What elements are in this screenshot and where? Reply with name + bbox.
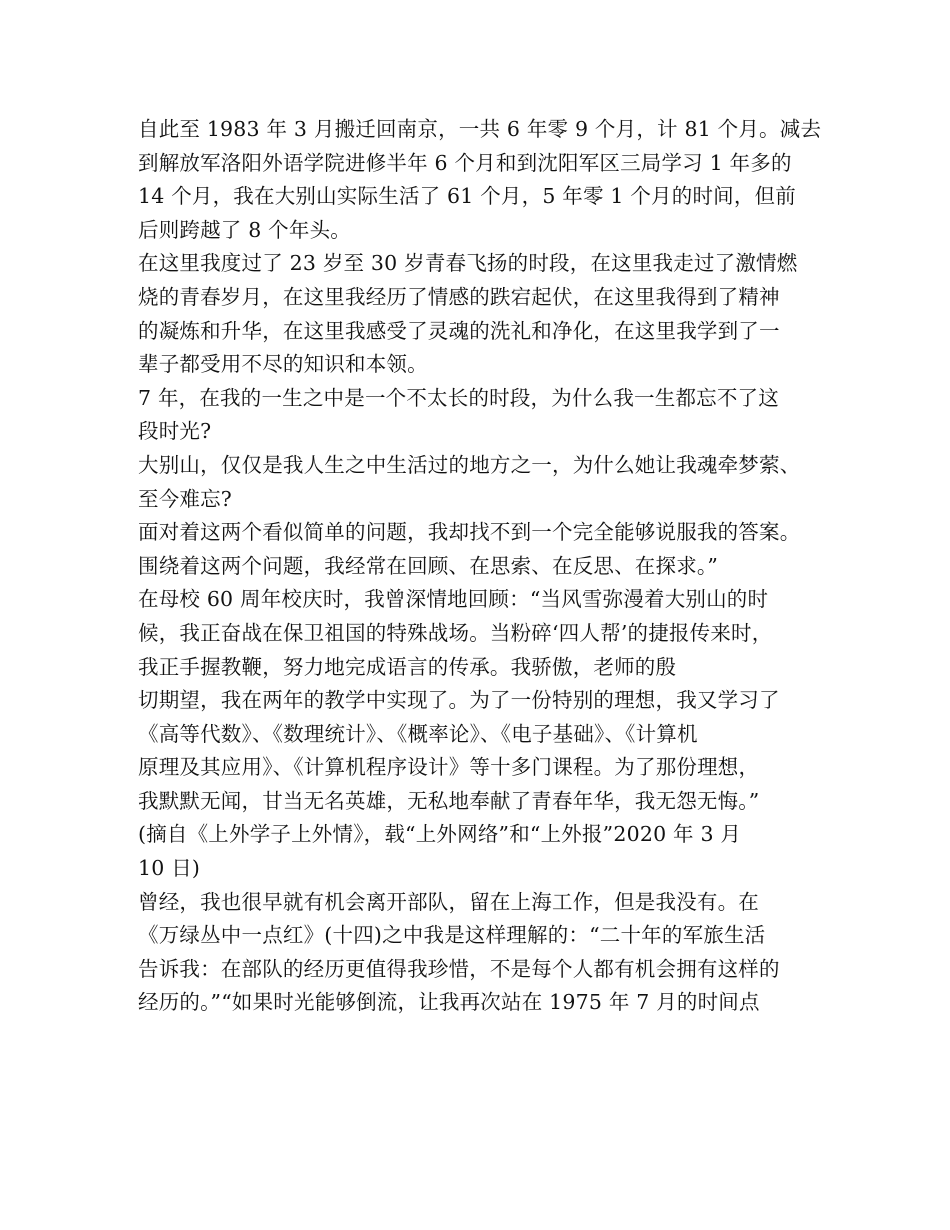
body-text (138, 113, 822, 1020)
text-line: 我默默无闻，甘当无名英雄，无私地奉献了青春年华，我无怨无悔。” (138, 788, 760, 813)
text-line: 《高等代数》、《数理统计》、《概率论》、《电子基础》、《计算机 (138, 721, 698, 746)
text-line: 14 个月，我在大别山实际生活了 61 个月，5 年零 1 个月的时间，但前 (138, 184, 796, 209)
text-line: 候，我正奋战在保卫祖国的特殊战场。当粉碎‘四人帮’的捷报传来时， (138, 620, 773, 645)
text-line: 的凝炼和升华，在这里我感受了灵魂的洗礼和净化，在这里我学到了一 (138, 318, 780, 343)
text-line: 面对着这两个看似简单的问题，我却找不到一个完全能够说服我的答案。 (138, 520, 801, 545)
text-line: 到解放军洛阳外语学院进修半年 6 个月和到沈阳军区三局学习 1 年多的 (138, 150, 792, 175)
text-line: 原理及其应用》、《计算机程序设计》等十多门课程。为了那份理想， (138, 755, 760, 780)
text-line: (摘自《上外学子上外情》，载“上外网络”和“上外报”2020 年 3 月 (138, 822, 742, 847)
text-line: 辈子都受用不尽的知识和本领。 (138, 352, 428, 377)
text-line: 告诉我：在部队的经历更值得我珍惜，不是每个人都有机会拥有这样的 (138, 956, 780, 981)
text-line: 7 年，在我的一生之中是一个不太长的时段，为什么我一生都忘不了这 (138, 385, 779, 410)
text-line: 段时光? (138, 419, 212, 444)
text-line: 《万绿丛中一点红》(十四)之中我是这样理解的：“二十年的军旅生活 (138, 923, 766, 948)
text-line: 自此至 1983 年 3 月搬迁回南京，一共 6 年零 9 个月，计 81 个月。减去 (138, 117, 822, 141)
text-line: 经历的。”“如果时光能够倒流，让我再次站在 1975 年 7 月的时间点 (138, 990, 760, 1015)
text-line: 切期望，我在两年的教学中实现了。为了一份特别的理想，我又学习了 (138, 688, 780, 713)
text-line: 大别山，仅仅是我人生之中生活过的地方之一，为什么她让我魂牵梦萦、 (138, 452, 801, 477)
text-line: 后则跨越了 8 个年头。 (138, 217, 351, 242)
text-line: 曾经，我也很早就有机会离开部队，留在上海工作，但是我没有。在 (138, 889, 759, 914)
text-line: 10 日) (138, 856, 201, 881)
text-line: 在母校 60 周年校庆时，我曾深情地回顾：“当风雪弥漫着大别山的时 (138, 587, 769, 612)
text-line: 我正手握教鞭，努力地完成语言的传承。我骄傲，老师的殷 (138, 654, 677, 679)
text-line: 在这里我度过了 23 岁至 30 岁青春飞扬的时段，在这里我走过了激情燃 (138, 251, 798, 276)
text-line: 烧的青春岁月，在这里我经历了情感的跌宕起伏，在这里我得到了精神 (138, 284, 780, 309)
text-line: 围绕着这两个问题，我经常在回顾、在思索、在反思、在探求。” (138, 553, 719, 578)
text-line: 至今难忘? (138, 486, 232, 511)
